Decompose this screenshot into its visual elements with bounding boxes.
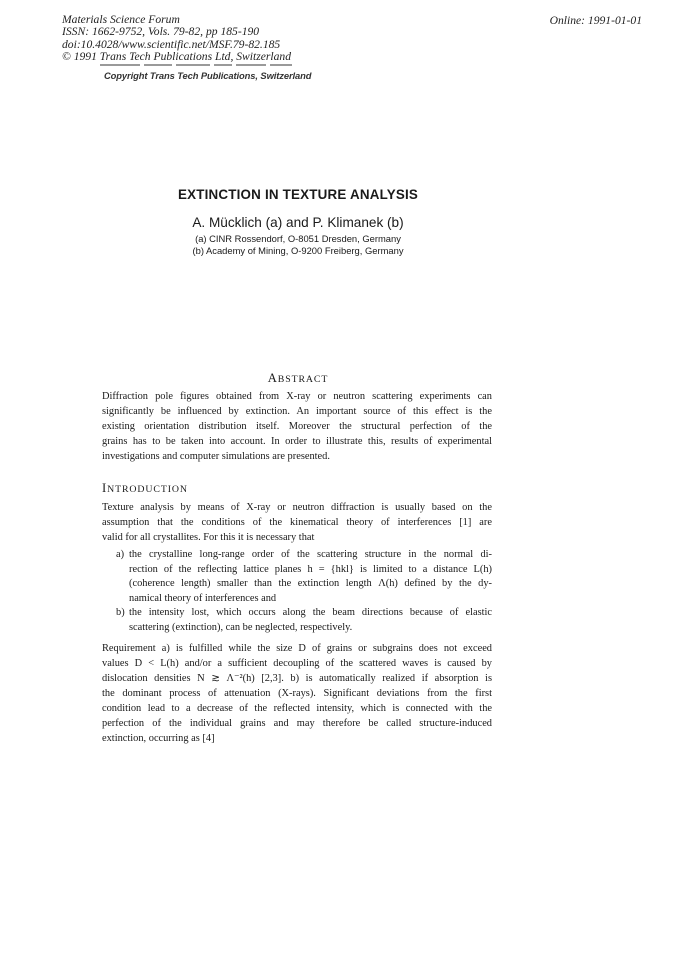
- list-item-text: [129, 606, 492, 635]
- journal-name: Materials Science Forum: [62, 13, 180, 26]
- list-item-line: namical theory of interferences and: [129, 592, 277, 604]
- journal-header: [62, 14, 291, 64]
- abstract-line: existing orientation distribution itself. Moreover the structural perfection of the: [102, 421, 492, 432]
- copyright-stamp: Copyright Trans Tech Publications, Switzerland: [104, 70, 312, 81]
- list-item-label: b): [116, 607, 125, 618]
- list-item-line: the crystalline long-range order of the scattering structure in the normal di-: [129, 549, 492, 560]
- intro-line: condition lead to a decrease of the reflected intensity, which is connected with the: [102, 703, 492, 714]
- online-date: Online: 1991-01-01: [549, 14, 642, 27]
- list-item-line: scattering (extinction), can be neglected, respectively.: [129, 621, 353, 633]
- paper-authors: A. Mücklich (a) and P. Klimanek (b): [192, 215, 404, 230]
- faded-scan-line: [100, 64, 310, 67]
- intro-paragraph-2: [102, 641, 492, 746]
- affiliation-a: (a) CINR Rossendorf, O-8051 Dresden, Germany: [195, 233, 401, 244]
- doi-line[interactable]: doi:10.4028/www.scientific.net/MSF.79-82.185: [62, 37, 281, 51]
- list-item-line: (coherence length) smaller than the extinction length Λ(h) defined by the dy-: [129, 578, 492, 590]
- intro-paragraph-1: [102, 500, 492, 545]
- abstract-body: [102, 389, 492, 464]
- intro-line: Texture analysis by means of X-ray or neutron diffraction is usually based on the: [102, 502, 492, 513]
- intro-line: extinction, occurring as [4]: [102, 733, 215, 744]
- list-item-label: a): [116, 549, 125, 560]
- abstract-line: investigations and computer simulations are presented.: [102, 451, 330, 462]
- abstract-heading: ABSTRACT: [267, 371, 329, 385]
- publisher-copyright: © 1991 Trans Tech Publications Ltd, Switzerland: [62, 50, 292, 64]
- introduction-heading: INTRODUCTION: [102, 481, 188, 495]
- intro-line: dislocation densities N ≳ Λ⁻²(h) [2,3]. b) is automatically realized if absorption is: [102, 673, 492, 684]
- issn-line: ISSN: 1662-9752, Vols. 79-82, pp 185-190: [62, 25, 260, 39]
- intro-line: values D < L(h) and/or a sufficient decoupling of the scattered waves is caused by: [102, 658, 492, 669]
- intro-line: valid for all crystallites. For this it is necessary that: [102, 532, 315, 543]
- paper-title: EXTINCTION IN TEXTURE ANALYSIS: [177, 187, 419, 202]
- abstract-line: Diffraction pole figures obtained from X-ray or neutron scattering experiments can: [102, 391, 492, 402]
- intro-line: Requirement a) is fulfilled while the size D of grains or subgrains does not exceed: [102, 643, 492, 654]
- intro-line: perfection of the individual grains and may therefore be called structure-induced: [102, 718, 492, 729]
- abstract-line: significantly be influenced by extinction. An important source of this effect is the: [102, 406, 492, 417]
- list-item-text: [129, 548, 492, 606]
- affiliation-b: (b) Academy of Mining, O-9200 Freiberg, Germany: [192, 245, 404, 256]
- intro-line: assumption that the conditions of the kinematical theory of interferences [1] are: [102, 517, 492, 528]
- list-item-line: rection of the reflecting lattice planes h = {hkl} is limited to a distance L(h): [129, 563, 492, 575]
- intro-line: the dominant process of attenuation (X-rays). Significant deviations from the first: [102, 688, 492, 699]
- abstract-line: grains has to be taken into account. In order to illustrate this, results of experimental: [102, 436, 492, 447]
- list-item-line: the intensity lost, which occurs along the beam directions because of elastic: [129, 607, 492, 618]
